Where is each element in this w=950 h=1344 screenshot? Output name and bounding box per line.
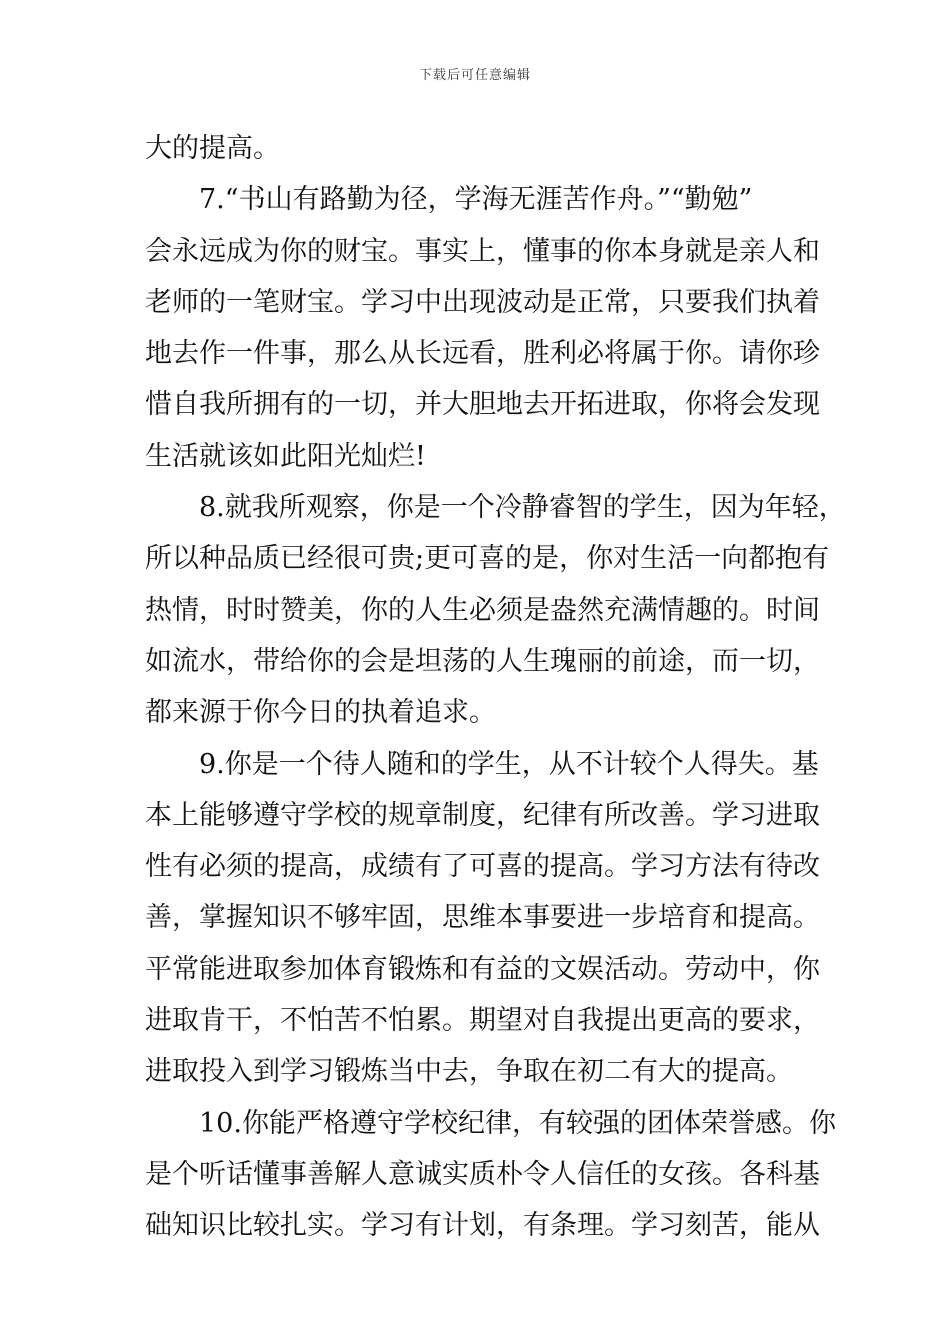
page-header: 下载后可任意编辑 <box>418 68 531 83</box>
text-line: 惜自我所拥有的一切，并大胆地去开拓进取，你将会发现 <box>145 389 820 421</box>
text-line: 老师的一笔财宝。学习中出现波动是正常，只要我们执着 <box>145 286 820 318</box>
text-line: 础知识比较扎实。学习有计划，有条理。学习刻苦，能从 <box>145 1210 820 1242</box>
text-line: 平常能进取参加体育锻炼和有益的文娱活动。劳动中，你 <box>145 953 820 985</box>
text-line: 是个听话懂事善解人意诚实质朴令人信任的女孩。各科基 <box>145 1158 820 1190</box>
text-line: 性有必须的提高，成绩有了可喜的提高。学习方法有待改 <box>145 851 820 883</box>
text-line: 本上能够遵守学校的规章制度，纪律有所改善。学习进取 <box>145 799 820 831</box>
text-line: 7.“书山有路勤为径，学海无涯苦作舟。”“勤勉” <box>199 184 753 216</box>
text-line: 地去作一件事，那么从长远看，胜利必将属于你。请你珍 <box>145 338 820 370</box>
text-line: 10.你能严格遵守学校纪律，有较强的团体荣誉感。你 <box>199 1107 836 1139</box>
document-body <box>145 123 846 1252</box>
text-line: 善，掌握知识不够牢固，思维本事要进一步培育和提高。 <box>145 902 820 934</box>
text-line: 会永远成为你的财宝。事实上，懂事的你本身就是亲人和 <box>145 235 820 267</box>
text-line: 8.就我所观察，你是一个冷静睿智的学生，因为年轻， <box>199 492 846 524</box>
text-line: 热情，时时赞美，你的人生必须是盎然充满情趣的。时间 <box>145 594 820 626</box>
text-line: 都来源于你今日的执着追求。 <box>145 697 496 729</box>
text-line: 生活就该如此阳光灿烂! <box>145 440 426 472</box>
text-line: 进取肯干，不怕苦不怕累。期望对自我提出更高的要求， <box>145 1005 820 1037</box>
text-line: 9.你是一个待人随和的学生，从不计较个人得失。基 <box>199 748 819 780</box>
text-line: 进取投入到学习锻炼当中去，争取在初二有大的提高。 <box>145 1056 793 1088</box>
text-line: 如流水，带给你的会是坦荡的人生瑰丽的前途，而一切， <box>145 645 820 677</box>
text-line: 大的提高。 <box>145 133 280 164</box>
text-line: 所以种品质已经很可贵;更可喜的是，你对生活一向都抱有 <box>145 543 830 575</box>
